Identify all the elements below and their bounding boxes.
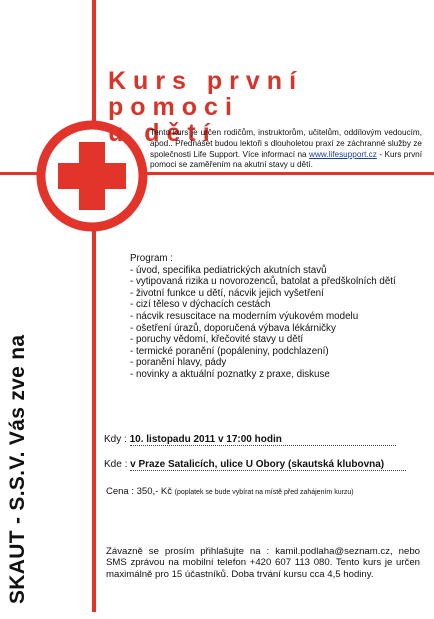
program-item: - termické poranění (popáleniny, podchlazení) — [130, 346, 420, 358]
price-label: Cena : 350,- Kč — [106, 486, 173, 497]
intro-tail: - Kurs první pomoci se zaměřením na akutní stavy u dětí. — [150, 149, 423, 170]
when-label: Kdy : — [104, 434, 127, 445]
when-value: 10. listopadu 2011 v 17:00 hodin — [130, 434, 396, 446]
lifesupport-link[interactable]: www.lifesupport.cz — [309, 149, 377, 159]
program-item: - úvod, specifika pediatrických akutních stavů — [130, 265, 420, 277]
program-item: - cizí těleso v dýchacích cestách — [130, 299, 420, 311]
where-value: v Praze Satalicích, ulice U Obory (skautská klubovna) — [130, 459, 406, 471]
program-item: - ošetření úrazů, doporučená výbava lékárničky — [130, 323, 420, 335]
when-row — [104, 434, 416, 446]
program-list — [130, 265, 420, 381]
program-item: - poranění hlavy, pády — [130, 357, 420, 369]
program-item: - životní funkce u dětí, nácvik jejich vyšetření — [130, 288, 420, 300]
title-line-1: Kurs první pomoci — [108, 67, 304, 121]
registration-text: Závazně se prosím přihlašujte na : kamil.podlaha@seznam.cz, nebo SMS zprávou na mobilní telefon +420 607 113 080. Tento kurs je určen maximálně pro 15 účastníků. Doba trvání kursu cca 4,5 hodiny. — [106, 546, 420, 580]
program-item: - novinky a aktuální poznatky z praxe, diskuse — [130, 369, 420, 381]
intro-text: Tento kurs je určen rodičům, instruktorům, učitelům, oddílovým vedoucím, apod.. Přednášet budou lektoři s dlouholetou praxí ze záchranné služby ze společnosti Life Support. Více informací na — [150, 128, 422, 159]
red-vertical-line — [92, 0, 96, 612]
program-section — [130, 253, 420, 381]
intro-paragraph — [150, 128, 422, 171]
program-item: - nácvik resuscitace na moderním výukovém modelu — [130, 311, 420, 323]
price-note: (poplatek se bude vybírat na místě před zahájením kurzu) — [174, 489, 354, 496]
program-item: - poruchy vědomí, křečovité stavy u dětí — [130, 334, 420, 346]
program-heading: Program : — [130, 253, 174, 264]
title-line-2: u dětí — [108, 119, 217, 147]
where-label: Kde : — [104, 459, 128, 470]
program-item: - vytipovaná rizika u novorozenců, batolat a předškolních dětí — [130, 276, 420, 288]
vertical-invitation: SKAUT - S.S.V. Vás zve na — [6, 334, 29, 604]
where-row — [104, 459, 416, 471]
price-row — [106, 486, 354, 497]
